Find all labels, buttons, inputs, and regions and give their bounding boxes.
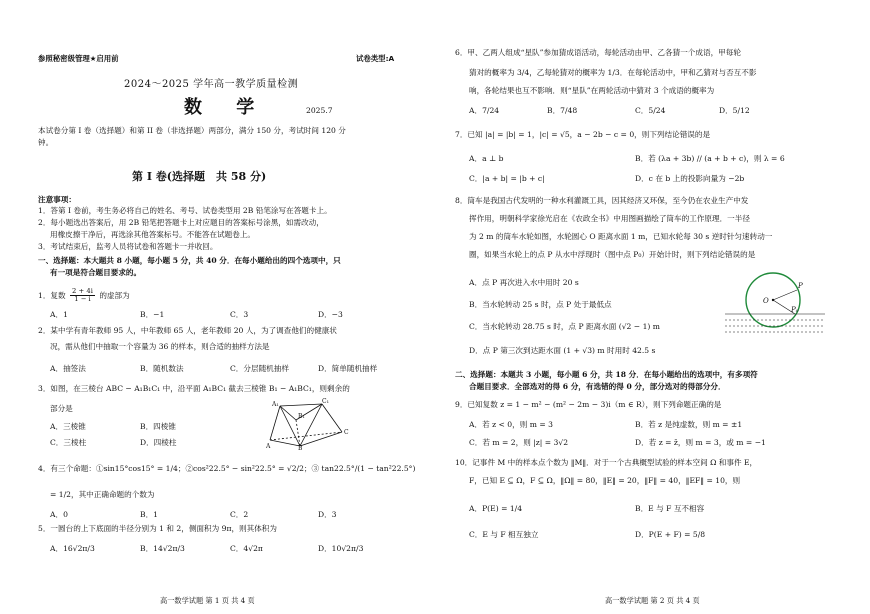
edge-a1b1 [280,406,296,420]
question-6-line1: 6．甲、乙两人组成“星队”参加猜成语活动，每轮活动由甲、乙各猜一个成语，甲每轮 [455,48,741,57]
q2-option-b: B．随机数法 [140,364,184,373]
q1-option-c: C．3 [230,310,249,319]
q6-option-c: C．5/24 [635,106,666,115]
section1-heading-b: 有一项是符合题目要求的。 [50,268,142,277]
q10-option-d: D．P(E + F) = 5/8 [635,530,706,539]
label-a1: A₁ [272,401,279,408]
edge-a1c1 [280,404,322,406]
label-c: C [344,429,349,436]
q10-option-c: C．E 与 F 相互独立 [469,530,539,539]
q9-option-b: B．若 z 是纯虚数，则 m = ±1 [635,420,743,429]
edge-aa1 [270,406,280,440]
q8-option-a: A．点 P 再次进入水中用时 20 s [469,278,579,287]
q4-option-a: A．0 [50,510,68,519]
exam-date: 2025.7 [306,106,333,115]
q9-option-c: C．若 m = 2，则 |z| = 3√2 [469,438,569,447]
q1-fraction [70,288,95,304]
note-2a: 2．每小题选出答案后，用 2B 铅笔把答题卡上对应题目的答案标号涂黑，如需改动， [38,218,324,227]
q7-option-a: A．a ⊥ b [469,154,504,163]
q5-option-d: D．10√2π/3 [318,544,364,553]
q6-option-b: B．7/48 [547,106,578,115]
q8-option-b: B．当水轮转动 25 s 时，点 P 处于最低点 [469,300,612,309]
q3-option-b: B．四棱锥 [140,422,176,431]
q1-numerator: 2 + 4i [72,287,93,295]
q1-option-a: A．1 [50,310,68,319]
water-wheel-figure [725,270,825,346]
q5-option-a: A．16√2π/3 [50,544,95,553]
q2-option-a: A．抽签法 [50,364,86,373]
notes-heading: 注意事项： [38,195,76,204]
q10-option-b: B．E 与 F 互不相容 [635,504,705,513]
label-o: O [763,297,769,305]
q9-option-d: D．若 z = z̄，则 m = 3，或 m = −1 [635,438,766,447]
edge-a1b [280,406,300,446]
q7-option-c: C．|a + b| = |b + c| [469,174,545,183]
q4-option-d: D．3 [318,510,337,519]
q10-option-a: A．P(E) = 1/4 [469,504,523,513]
question-6-line2: 猜对的概率为 3/4，乙每轮猜对的概率为 1/3．在每轮活动中，甲和乙猜对与否互不影 [469,68,757,77]
q1-option-b: B．−1 [140,310,165,319]
section2-heading-b: 合题目要求．全部选对的得 6 分，有选错的得 0 分，部分选对的得部分分． [469,382,726,391]
q5-option-c: C．4√2π [230,544,263,553]
note-2b: 用橡皮擦干净后，再选涂其他答案标号。不能答在试题卷上。 [50,230,256,239]
label-b1: B₁ [298,413,305,420]
question-7: 7．已知 |a| = |b| = 1，|c| = √5，a − 2b − c = 0，则下列结论错误的是 [455,130,711,139]
question-6-line3: 响，各轮结果也互不影响．则“星队”在两轮活动中猜对 3 个成语的概率为 [469,86,715,95]
note-3: 3．考试结束后，监考人员将试卷和答题卡一并收回。 [38,242,218,251]
question-9: 9．已知复数 z = 1 − m² − (m² − 2m − 3)i（m ∈ R），则下列命题正确的是 [455,400,722,409]
intro-line-2: 钟。 [38,138,54,147]
question-4-line2: = 1/2，其中正确命题的个数为 [50,490,155,499]
secret-level-label: 参照秘密级管理★启用前 [38,54,119,63]
radius-op [773,290,797,300]
intro-line-1: 本试卷分第 I 卷（选择题）和第 II 卷（非选择题）两部分，满分 150 分，考试时间 120 分 [38,126,346,135]
question-8-line4: 圈，如果当水轮上的点 P 从水中浮现时（图中点 P₀）开始计时，则下列结论错误的是 [469,250,756,259]
q7-option-b: B．若 (λa + 3b) // (a + b + c)，则 λ = 6 [635,154,785,163]
right-page-footer: 高一数学试题 第 2 页 共 4 页 [605,596,700,605]
q3-option-d: D．四棱柱 [140,438,177,447]
right-page [435,0,870,614]
question-3-line1: 3．如图，在三棱台 ABC − A₁B₁C₁ 中，沿平面 A₁BC₁ 截去三棱锥 B₁ − A₁BC₁，则剩余的 [38,384,350,393]
label-c1: C₁ [322,398,329,405]
exam-title: 2024～2025 学年高一教学质量检测 [124,79,299,90]
question-5: 5．一圆台的上下底面的半径分别为 1 和 2，侧面积为 9π，则其体积为 [38,524,277,533]
center-point [772,299,774,301]
paper-type-label: 试卷类型:A [356,54,395,63]
question-1 [38,288,130,304]
question-8-line1: 8．筒车是我国古代发明的一种水利灌溉工具，因其经济又环保，至今仍在农业生产中发 [455,196,749,205]
edge-ab [270,440,300,446]
q8-option-d: D．点 P 第三次到达距水面 (1 + √3) m 时用时 42.5 s [469,346,656,355]
question-2-line1: 2．某中学有青年教师 95 人，中年教师 65 人，老年教师 20 人，为了调查他们的健康状 [38,326,337,335]
q4-option-b: B．1 [140,510,159,519]
q9-option-a: A．若 z < 0，则 m = 3 [469,420,553,429]
left-page-footer: 高一数学试题 第 1 页 共 4 页 [160,596,255,605]
label-a: A [266,443,271,450]
part1-title: 第 I 卷(选择题 共 58 分) [132,170,267,183]
note-1: 1．答第 I 卷前，考生务必将自己的姓名、考号、试卷类型用 2B 铅笔涂写在答题卡上。 [38,206,332,215]
q2-option-d: D．简单随机抽样 [318,364,378,373]
label-p0: P₀ [791,306,799,314]
section2-heading-a: 二、选择题：本题共 3 小题，每小题 6 分，共 18 分．在每小题给出的选项中，有多项符 [455,370,758,379]
question-2-line2: 况，需从他们中抽取一个容量为 36 的样本，则合适的抽样方法是 [50,342,270,351]
q5-option-b: B．14√2π/3 [140,544,185,553]
q3-option-a: A．三棱锥 [50,422,86,431]
q1-denominator: 1 − i [74,295,91,304]
q6-option-a: A．7/24 [469,106,500,115]
frustum-figure [266,398,352,450]
section1-heading-a: 一、选择题：本大题共 8 小题，每小题 5 分，共 40 分．在每小题给出的四个选项中，只 [38,256,341,265]
q1-prefix: 1．复数 [38,290,66,300]
question-8-line2: 挥作用，明朝科学家徐光启在《农政全书》中用图画描绘了筒车的工作原理．一半径 [469,214,750,223]
q1-suffix: 的虚部为 [99,290,130,300]
q6-option-d: D．5/12 [719,106,750,115]
q7-option-d: D．c 在 b 上的投影向量为 −2b [635,174,745,183]
question-8-line3: 为 2 m 的筒车水轮如图，水轮圆心 O 距离水面 1 m，已知水轮每 30 s 逆时针匀速转动一 [469,232,773,241]
q3-option-c: C．三棱柱 [50,438,87,447]
q8-option-c: C．当水轮转动 28.75 s 时，点 P 距离水面 (√2 − 1) m [469,322,660,331]
label-b: B [298,445,303,450]
question-3-line2: 部分是 [50,404,73,413]
q2-option-c: C．分层随机抽样 [230,364,289,373]
q1-option-d: D．−3 [318,310,343,319]
q4-option-c: C．2 [230,510,249,519]
subject-title: 数 学 [184,97,269,118]
question-10-line1: 10．记事件 M 中的样本点个数为 ‖M‖．对于一个古典概型试验的样本空间 Ω 和事件 E， [455,458,758,467]
edge-cc1 [322,404,342,432]
question-4-line1: 4．有三个命题：①sin15°cos15° = 1/4；②cos²22.5° − sin²22.5° = √2/2；③ tan22.5°/(1 − tan²22.5°) [38,464,416,473]
question-10-line2: F，已知 E ⊆ Ω，F ⊆ Ω，‖Ω‖ = 80，‖E‖ = 20，‖F‖ = 40，‖EF‖ = 10，则 [469,476,741,485]
label-p: P [798,282,803,290]
